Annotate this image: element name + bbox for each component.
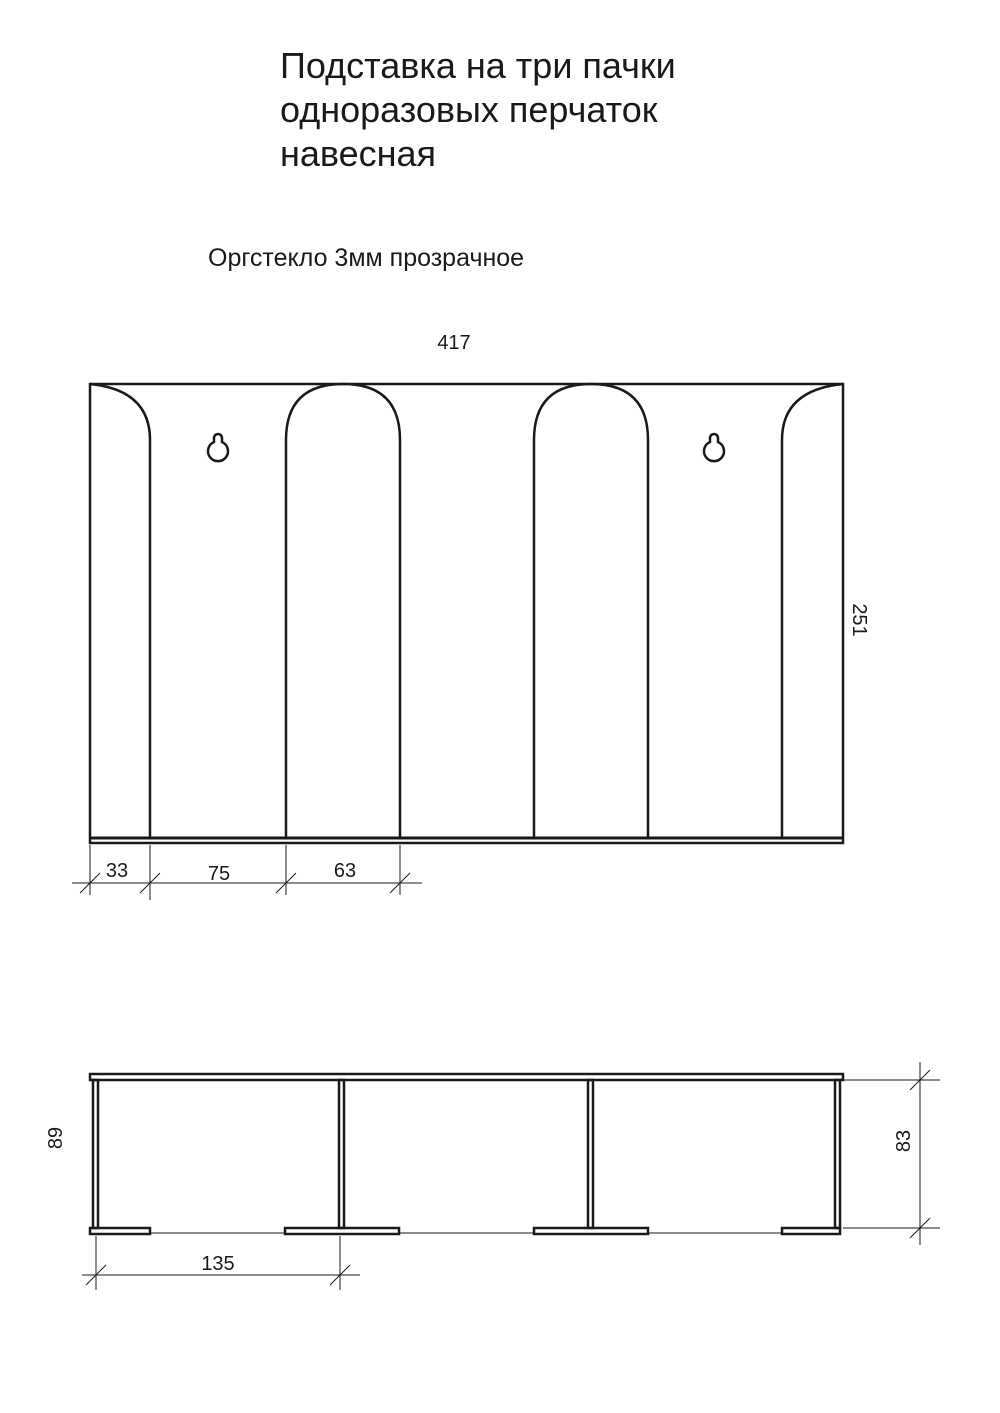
dim-height-right: 83 — [893, 1129, 915, 1153]
arched-slot-right — [534, 384, 648, 838]
dim-spacing: 135 — [201, 1253, 235, 1275]
dim-segment-1: 33 — [105, 860, 129, 882]
front-outline — [90, 384, 843, 843]
dim-height-left: 89 — [45, 1126, 67, 1150]
right-side-slot — [782, 384, 843, 838]
dim-segment-3: 63 — [333, 860, 357, 882]
left-side-slot — [90, 384, 150, 838]
title-line-2: одноразовых перчаток — [280, 89, 658, 130]
arched-slot-left — [286, 384, 400, 838]
title-line-1: Подставка на три пачки — [280, 45, 676, 86]
keyhole-icon — [208, 434, 228, 461]
side-view — [90, 1074, 843, 1234]
dim-overall-width: 417 — [437, 332, 471, 354]
dim-overall-height: 251 — [848, 603, 870, 637]
title-line-3: навесная — [280, 133, 437, 174]
dim-segment-2: 75 — [207, 863, 231, 885]
front-view — [90, 384, 843, 843]
keyhole-icon — [704, 434, 724, 461]
material-note: Оргстекло 3мм прозрачное — [208, 244, 525, 272]
